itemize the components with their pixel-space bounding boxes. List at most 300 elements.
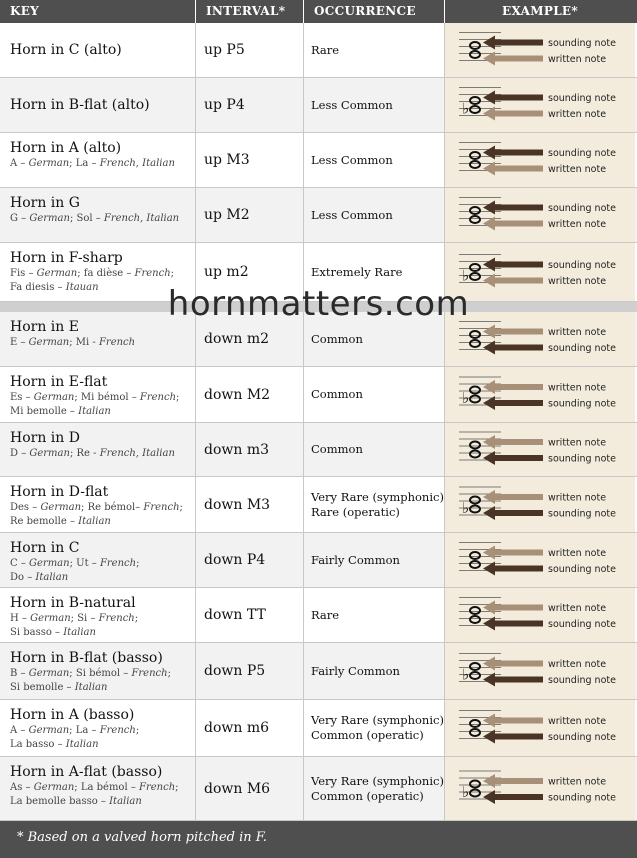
table-row [0,23,637,78]
header-interval: INTERVAL* [206,4,286,18]
whole-note [470,663,480,670]
whole-note [470,442,480,449]
interval-value: down P4 [204,552,266,568]
occurrence-text: Common [311,442,363,456]
alias-text: ; Ut – [69,558,100,569]
arrow-shaft [493,278,543,284]
key-alias-line [10,501,195,515]
horn-key-name: Horn in B-flat (alto) [10,96,150,113]
note-label: written note [548,327,607,338]
horn-key-name: Horn in D-flat [10,484,109,500]
alias-text: Re bemolle – [10,516,79,527]
alias-text: ; Si – [70,613,99,624]
note-label: written note [548,603,607,614]
alias-text: German [29,213,70,224]
key-alias-line [10,267,195,281]
alias-text: ; [175,782,179,793]
key-alias-line [10,212,195,226]
arrow-shaft [493,494,543,500]
example-cell [445,367,635,422]
header-key: KEY [10,4,40,18]
key-alias-line [10,557,195,571]
alias-text: ; Re bémol– [81,502,144,513]
alias-text: Do – [10,572,36,583]
whole-note [470,552,480,559]
alias-text: German [29,448,70,459]
key-alias-line [10,447,195,461]
example-cell [445,757,635,820]
alias-text: La basso – [10,739,66,750]
flat-sign: ♭ [462,266,470,285]
alias-text: ; [136,558,140,569]
notation-example [445,477,635,533]
key-alias-line [10,795,195,809]
arrow-shaft [493,718,543,724]
alias-text: H – [10,613,31,624]
key-alias-line [10,681,195,695]
arrow-head [483,201,495,215]
horn-key-name: Horn in A (basso) [10,707,135,723]
interval-value: down TT [204,607,266,623]
occurrence-text: Common [311,331,363,346]
occurrence-text: Common [311,387,363,401]
arrow-shaft [493,345,543,351]
table-row [0,367,637,423]
note-label: sounding note [548,343,616,354]
interval-value: down m2 [204,331,270,347]
alias-text: Italian [35,572,69,583]
whole-note [470,451,480,458]
key-cell [0,23,196,77]
notation-example [445,588,635,643]
occurrence-text: Rare [311,607,340,622]
alias-text: C – [10,558,30,569]
alias-text: E – [10,337,29,348]
alias-text: French [98,613,135,624]
horn-key-name: Horn in D [10,430,80,446]
notation-example [445,700,635,757]
interval-value: up m2 [204,264,249,280]
arrow-head [483,774,495,788]
example-cell [445,700,635,756]
key-alias-line [10,336,195,350]
interval-value: down M3 [204,496,271,513]
arrow-shaft [493,111,543,117]
interval-value: down m3 [204,441,270,458]
interval-value: up M2 [204,207,250,223]
horn-key-name: Horn in G [10,195,80,211]
arrow-shaft [493,150,543,156]
occurrence-cell [304,757,445,820]
key-cell [0,133,196,187]
occurrence-text: Common (operatic) [311,728,424,742]
occurrence-cell [304,588,445,642]
table-row [0,477,637,533]
note-label: written note [548,219,607,230]
alias-text: Si bemolle – [10,682,75,693]
note-label: written note [548,54,607,65]
note-label: sounding note [548,148,616,159]
horn-key-name: Horn in F-sharp [10,250,123,266]
whole-note [470,152,480,159]
horn-key-name: Horn in A (alto) [10,140,122,156]
alias-text: La bemolle basso – [10,796,110,807]
alias-text: Des – [10,502,41,513]
interval-value: down P5 [204,663,266,679]
alias-text: French [139,782,176,793]
whole-note [470,331,480,338]
interval-cell [196,477,304,532]
note-label: sounding note [548,564,616,575]
alias-text: ; [170,268,175,279]
occurrence-cell [304,533,445,587]
arrow-shaft [493,221,543,227]
occurrence-text: Less Common [311,207,393,222]
note-label: sounding note [548,792,616,804]
alias-text: As – [10,782,34,793]
occurrence-text: Less Common [311,152,393,167]
alias-text: Italian [78,406,111,417]
key-cell [0,643,196,699]
occurrence-cell [304,477,445,532]
alias-text: ; La – [69,158,100,169]
header-occurrence: OCCURRENCE [314,4,416,18]
whole-note [470,616,480,623]
notation-example [445,78,635,133]
note-label: written note [548,276,607,287]
interval-cell [196,78,304,132]
example-cell [445,133,635,187]
arrow-shaft [493,794,543,800]
interval-cell [196,367,304,422]
table-header [0,0,637,23]
interval-cell [196,588,304,642]
alias-text: Italian [78,516,111,527]
table-row [0,533,637,588]
notation-example [445,133,635,188]
note-label: written note [548,382,607,394]
arrow-shaft [493,734,543,740]
table-row [0,133,637,188]
notation-example [445,23,635,78]
occurrence-cell [304,23,445,77]
arrow-shaft [493,677,543,683]
key-cell [0,78,196,132]
arrow-shaft [493,566,543,572]
key-alias-line [10,571,195,585]
alias-text: Itauan [65,282,99,293]
arrow-shaft [493,661,543,667]
header-example: EXAMPLE* [502,4,578,18]
alias-text: ; La bémol – [74,782,140,793]
key-alias-line [10,391,195,405]
alias-text: French [143,502,180,513]
arrow-shaft [493,40,543,46]
arrow-shaft [493,621,543,627]
example-cell [445,643,635,699]
whole-note [470,607,480,614]
occurrence-text: Very Rare (symphonic) [311,773,444,788]
occurrence-cell [304,423,445,476]
whole-note [470,106,480,113]
arrow-head [483,490,495,504]
notation-example [445,757,635,821]
example-cell [445,78,635,132]
alias-text: French [139,392,177,403]
whole-note [470,42,480,49]
alias-text: ; Mi bémol – [74,392,140,403]
whole-note [470,672,480,679]
alias-text: French [99,725,136,736]
alias-text: Italian [65,739,99,750]
example-cell [445,477,635,532]
flat-sign: ♭ [462,99,470,118]
table-footer [0,821,637,858]
whole-note [470,264,480,271]
note-label: written note [548,164,607,175]
key-alias-line [10,515,195,529]
arrow-shaft [493,205,543,211]
occurrence-cell [304,700,445,756]
arrow-shaft [493,605,543,611]
key-cell [0,533,196,587]
alias-text: Fa diesis – [10,282,66,293]
watermark: hornmatters.com [167,284,470,324]
alias-text: ; La – [69,725,100,736]
horn-key-name: Horn in E-flat [10,374,108,390]
key-alias-line [10,724,195,738]
interval-cell [196,643,304,699]
alias-text: French [98,337,136,348]
whole-note [470,207,480,214]
note-label: written note [548,492,607,504]
flat-sign: ♭ [462,783,470,801]
whole-note [470,340,480,347]
note-label: written note [548,716,607,727]
alias-text: ; [179,502,183,513]
note-label: written note [548,776,607,788]
interval-cell [196,23,304,77]
alias-text: ; Si bémol – [69,668,132,679]
arrow-shaft [493,56,543,62]
table-row [0,423,637,477]
key-alias-line [10,781,195,795]
occurrence-cell [304,643,445,699]
example-cell [445,188,635,242]
note-label: sounding note [548,93,616,104]
whole-note [470,161,480,168]
key-cell [0,367,196,422]
whole-note [470,790,480,797]
alias-text: French, Italian [103,213,180,224]
arrow-head [483,146,495,160]
interval-value: up M3 [204,152,250,168]
alias-text: German [33,782,75,793]
note-label: written note [548,437,607,449]
alias-text: D – [10,448,30,459]
table-row [0,588,637,643]
note-label: sounding note [548,38,616,49]
alias-text: German [28,668,70,679]
interval-value: up P5 [204,42,245,58]
notation-example [445,423,635,477]
alias-text: G – [10,213,30,224]
alias-text: ; Sol – [69,213,104,224]
horn-key-name: Horn in A-flat (basso) [10,764,163,780]
occurrence-text: Very Rare (symphonic) [311,489,444,504]
arrow-shaft [493,439,543,445]
alias-text: ; [135,725,140,736]
alias-text: German [30,613,71,624]
alias-text: German [28,158,70,169]
alias-text: Italian [74,682,108,693]
whole-note [470,720,480,727]
flat-sign: ♭ [462,389,470,407]
table-row [0,757,637,821]
flat-sign: ♭ [462,499,470,517]
note-label: sounding note [548,619,616,630]
note-label: sounding note [548,453,616,465]
key-alias-line [10,612,195,626]
note-label: sounding note [548,732,616,743]
alias-text: Es – [10,392,34,403]
table-row [0,78,637,133]
occurrence-text: Common (operatic) [311,788,424,803]
arrow-head [483,714,495,728]
table-row [0,700,637,757]
alias-text: Si basso – [10,627,64,638]
horn-key-name: Horn in B-flat (basso) [10,650,163,666]
alias-text: ; fa dièse – [77,268,135,279]
occurrence-text: Less Common [311,97,393,112]
note-label: sounding note [548,508,616,520]
note-label: sounding note [548,203,616,214]
alias-text: A – [10,158,29,169]
key-alias-line [10,157,195,171]
table-row [0,643,637,700]
key-cell [0,423,196,476]
arrow-head [483,601,495,615]
alias-text: French [99,558,137,569]
alias-text: German [36,268,78,279]
key-cell [0,588,196,642]
whole-note [470,781,480,788]
arrow-head [483,91,495,105]
occurrence-text: Rare (operatic) [311,504,400,519]
note-label: sounding note [548,675,616,686]
key-cell [0,700,196,756]
arrow-head [483,380,495,394]
example-cell [445,533,635,587]
interval-cell [196,700,304,756]
horn-key-name: Horn in B-natural [10,595,136,611]
arrow-head [483,657,495,671]
occurrence-text: Fairly Common [311,663,400,678]
arrow-shaft [493,262,543,268]
table-row [0,188,637,243]
interval-cell [196,533,304,587]
key-alias-line [10,738,195,752]
note-label: sounding note [548,398,616,410]
alias-text: ; [134,613,139,624]
notation-example [445,367,635,423]
arrow-shaft [493,455,543,461]
horn-key-name: Horn in C (alto) [10,41,122,58]
flat-sign: ♭ [462,665,470,684]
arrow-head [483,325,495,339]
notation-example [445,643,635,700]
note-label: written note [548,109,607,120]
occurrence-cell [304,188,445,242]
footnote: * Based on a valved horn pitched in F. [17,830,267,845]
occurrence-text: Rare [311,42,340,57]
whole-note [470,396,480,403]
alias-text: Fis – [10,268,37,279]
alias-text: German [40,502,82,513]
alias-text: German [29,558,70,569]
interval-value: down m6 [204,720,270,736]
interval-value: down M6 [204,780,271,797]
alias-text: ; Mi - [69,337,99,348]
example-cell [445,423,635,476]
interval-value: up P4 [204,97,245,113]
alias-text: A – [10,725,29,736]
notation-example [445,188,635,243]
arrow-head [483,435,495,449]
occurrence-text: Extremely Rare [311,264,403,279]
key-cell [0,188,196,242]
horn-key-name: Horn in C [10,540,80,556]
horn-key-name: Horn in E [10,319,79,335]
alias-text: French [134,268,171,279]
alias-text: German [28,725,70,736]
key-cell [0,477,196,532]
whole-note [470,216,480,223]
alias-text: ; Re - [69,448,100,459]
arrow-shaft [493,400,543,406]
example-cell [445,588,635,642]
interval-cell [196,757,304,820]
alias-text: Mi bemolle – [10,406,79,417]
alias-text: French, Italian [99,448,175,459]
example-cell [445,23,635,77]
occurrence-text: Very Rare (symphonic) [311,713,444,727]
note-label: sounding note [548,260,616,271]
arrow-shaft [493,778,543,784]
interval-value: down M2 [204,386,271,403]
key-alias-line [10,626,195,640]
alias-text: Italian [109,796,142,807]
whole-note [470,497,480,504]
whole-note [470,561,480,568]
whole-note [470,273,480,280]
arrow-head [483,36,495,50]
arrow-shaft [493,510,543,516]
key-alias-line [10,405,195,419]
arrow-shaft [493,95,543,101]
alias-text: German [33,392,75,403]
arrow-shaft [493,329,543,335]
alias-text: French [131,668,168,679]
whole-note [470,387,480,394]
alias-text: German [28,337,70,348]
key-alias-line [10,667,195,681]
interval-cell [196,133,304,187]
interval-cell [196,423,304,476]
alias-text: B – [10,668,29,679]
arrow-head [483,258,495,272]
key-cell [0,757,196,820]
